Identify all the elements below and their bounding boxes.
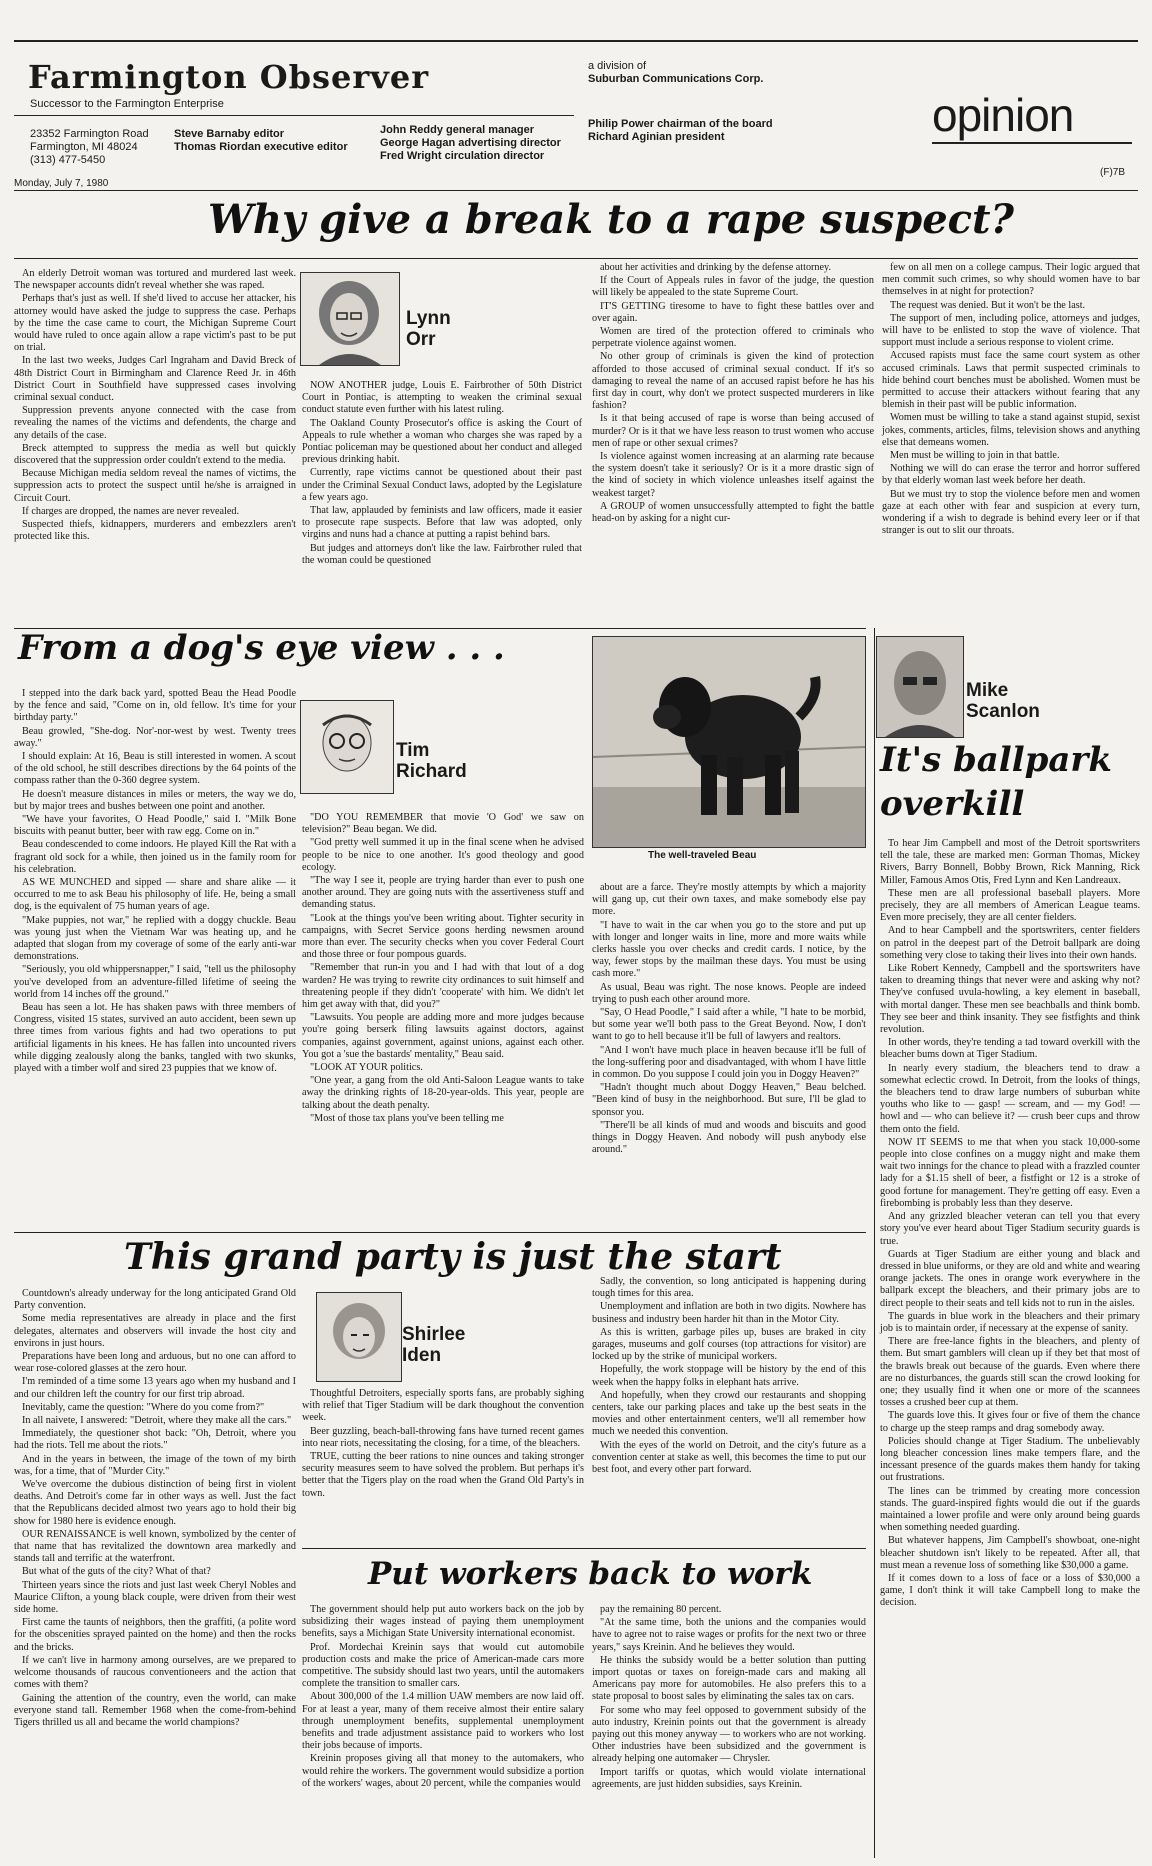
paragraph: That law, applauded by feminists and law officers, made it easier to prosecute rape suspects. Before that law was adopted, only virgins and nuns had a chance at putting a rapist behind bars. [302, 505, 582, 541]
author-last: Iden [402, 1345, 442, 1366]
opinion-underline [932, 142, 1132, 144]
author-photo-tim-richard [300, 700, 394, 794]
paragraph: With the eyes of the world on Detroit, and the city's future as a convention center at stake as well, this becomes the time to put our best foot, and every other part forward. [592, 1439, 866, 1476]
paragraph: Beau condescended to come indoors. He played Kill the Rat with a fragrant old sock for a while, then joined us in the family room for his celebration. [14, 839, 296, 875]
address-line: Farmington, MI 48024 [30, 141, 138, 153]
article1-rule [14, 258, 1138, 259]
article1-col4 [882, 262, 1140, 538]
headline-dogs-eye-view: From a dog's eye view . . . [18, 628, 505, 668]
paragraph: In all naivete, I answered: "Detroit, where they make all the cars." [22, 1415, 292, 1427]
paragraph: "Most of those tax plans you've been telling me [310, 1112, 504, 1124]
paragraph: Women are tired of the protection offered to criminals who perpetrate violence against women. [592, 326, 874, 350]
paragraph: Sadly, the convention, so long anticipated is happening during tough times for this area. [592, 1276, 866, 1300]
paragraph: If charges are dropped, the names are never revealed. [22, 505, 240, 517]
manager-line: John Reddy general manager [380, 124, 535, 136]
paragraph: Immediately, the questioner shot back: "Oh, Detroit, where you had the riots. Tell me about the riots." [14, 1428, 296, 1452]
newspaper-title: Farmington Observer [28, 58, 430, 96]
division-line1: a division of [588, 60, 647, 72]
article1-col2 [302, 380, 582, 568]
author-name-lynn-orr [406, 308, 451, 350]
author-name-shirlee-iden [402, 1324, 465, 1366]
paragraph: I stepped into the dark back yard, spotted Beau the Head Poodle by the fence and said, "Come on in, old fellow. It's time for your birthday party." [14, 688, 296, 724]
paragraph: Inevitably, came the question: "Where do you come from?" [22, 1401, 265, 1413]
paragraph: Like Robert Kennedy, Campbell and the sportswriters have taken to dreaming things that never were and asking why not? They've confused uvula-howling, a key element in baseball, with mortal danger. These men see beachballs and think bomb. They see beer and think insanity. They see fistfights and think revolution. [880, 963, 1140, 1036]
article2-col1 [14, 688, 296, 1076]
paragraph: "DO YOU REMEMBER that movie 'O God' we saw on television?" Beau began. We did. [302, 812, 584, 836]
paragraph: Beau growled, "She-dog. Nor'-nor-west by west. Twenty trees away." [14, 725, 296, 749]
paragraph: As usual, Beau was right. The nose knows. People are indeed trying to push each other around more. [592, 981, 866, 1005]
paragraph: But we must try to stop the violence before men and women gaze at each other with fear and suspicion at every turn, wondering if a wish to degrade is behind every leer or if that stranger is out to slit our throats. [882, 488, 1140, 537]
paragraph: As this is written, garbage piles up, buses are braked in city garages, museums and golf courses (top attractions for visitor) are locked up by the strike of municipal workers. [592, 1326, 866, 1363]
article1-col1 [14, 268, 296, 544]
paragraph: Suppression prevents anyone connected with the case from revealing the names of the victims and defendents, the charge and any details of the case. [14, 405, 296, 441]
paragraph: Men must be willing to join in that battle. [890, 450, 1060, 462]
paragraph: "And I won't have much place in heaven because it'll be full of the long-suffering poor and disadvantaged, with whom I have little in common. Do you suppose I could join you in Doggy Heaven?" [592, 1044, 866, 1081]
paragraph: Accused rapists must face the same court system as other accused criminals. Laws that permit suspected criminals to hide behind court benches must be abolished. Women must be permitted to accuse their attackers without fearing that any blemish in their past will be public information. [882, 350, 1140, 411]
officers-block [588, 118, 773, 144]
author-last: Richard [396, 761, 467, 782]
paragraph: Gaining the attention of the country, even the world, can make everyone stand tall. Remember 1968 when the come-from-behind Tigers thrilled us all and became the world champions? [14, 1692, 296, 1728]
division-line2: Suburban Communications Corp. [588, 73, 764, 85]
paragraph: The support of men, including police, attorneys and judges, will have to be enlisted to stop the wave of violence. That support must include a serious response to violent crime. [882, 312, 1140, 349]
article2-col2 [302, 812, 584, 1126]
issue-date: Monday, July 7, 1980 [14, 178, 109, 189]
headline-rape-suspect: Why give a break to a rape suspect? [208, 196, 1014, 243]
photo-caption: The well-traveled Beau [648, 850, 757, 861]
paragraph: Is violence against women increasing at an alarming rate because the system doesn't take it seriously? Or is it a more drastic sign of the kind of society in which violence unleashes itself against the weakest target? [592, 451, 874, 499]
author-photo-shirlee-iden [316, 1292, 402, 1382]
paragraph: Women must be willing to take a stand against stupid, sexist jokes, comments, articles, films, television shows and anything else that demeans women. [882, 412, 1140, 448]
paragraph: about her activities and drinking by the defense attorney. [600, 262, 832, 273]
article3-col [880, 838, 1140, 1611]
headline-grand-party: This grand party is just the start [124, 1236, 782, 1278]
author-first: Tim [396, 740, 430, 761]
date-rule [14, 190, 1138, 191]
article5-col1 [302, 1604, 584, 1791]
headline-ballpark-overkill: It's ballpark overkill [880, 740, 1112, 824]
portrait-icon [301, 273, 399, 365]
paragraph: "The way I see it, people are trying harder than ever to push one another around. They are going nuts with the assertiveness stuff and demanding status. [302, 875, 584, 911]
paragraph: The Oakland County Prosecutor's office is asking the Court of Appeals to rule whether a woman who charges she was raped by a Pontiac policeman may be questioned about her conduct and alleged previous drinking habit. [302, 417, 582, 466]
masthead-divider [14, 115, 574, 116]
article1-col3 [592, 262, 874, 526]
paragraph: "Remember that run-in you and I had with that lout of a dog warden? He was trying to rewrite city ordinances to suit himself and threatening people if they didn't 'cooperate' with him. We didn't let him get away with that, did you?" [302, 962, 584, 1011]
paragraph: And in the years in between, the image of the town of my birth was, for a time, that of "Murder City." [14, 1453, 296, 1477]
author-name-mike-scanlon [966, 680, 1040, 722]
paragraph: "God pretty well summed it up in the final scene when he advised people to be nice to one another. It's good theology and good ecology. [302, 837, 584, 873]
paragraph: In the last two weeks, Judges Carl Ingraham and David Breck of 48th District Court in Birmingham and Clarence Reed Jr. in 46th District Court in Southfield have suppressed cases involving criminal sexual conduct. [14, 355, 296, 404]
paragraph: Currently, rape victims cannot be questioned about their past under the Criminal Sexual Conduct laws, adopted by the Legislature a few years ago. [302, 467, 582, 503]
paragraph: I'm reminded of a time some 13 years ago when my husband and I and our children left the country for our first trip abroad. [14, 1376, 296, 1400]
paragraph: "Hadn't thought much about Doggy Heaven," Beau belched. "Been kind of busy in the neighborhood. But sure, I'll be glad to sponsor you. [592, 1082, 866, 1118]
officer-line: Richard Aginian president [588, 131, 725, 143]
paragraph: Kreinin proposes giving all that money to the automakers, who would rehire the workers. The government would subsidize a portion of the workers' wages, about 20 percent, while the companies would [302, 1753, 584, 1789]
portrait-icon [317, 1293, 401, 1381]
paragraph: OUR RENAISSANCE is well known, symbolized by the center of that name that has revitalized the downtown area markedly and stands tall and terrific at the waterfront. [14, 1528, 296, 1565]
author-last: Orr [406, 329, 436, 350]
manager-line: Fred Wright circulation director [380, 150, 545, 162]
paragraph: The guards in blue work in the bleachers and their primary job is to maintain order, if necessary at the expense of sanity. [880, 1310, 1140, 1334]
author-first: Mike [966, 680, 1009, 701]
article4-col2 [302, 1388, 584, 1501]
paragraph: He thinks the subsidy would be a better solution than putting import quotas or taxes on foreign-made cars and making all Americans pay more for automobiles. He also prefers this to a state proposal to boost sales by eliminating the sales tax on cars. [592, 1654, 866, 1703]
portrait-icon [301, 701, 393, 793]
paragraph: Because Michigan media seldom reveal the names of victims, the suppression acts to protect the suspect until he/she is arraigned in Circuit Court. [14, 468, 296, 504]
editor-line: Steve Barnaby editor [174, 128, 285, 140]
paragraph: And to hear Campbell and the sportswriters, center fielders on patrol in the deepest part of the Detroit ballpark are doing something very close to taking their lives into their own hands. [880, 925, 1140, 961]
paragraph: few on all men on a college campus. Their logic argued that men commit such crimes, so why should women have to bar themselves in at night for protection? [882, 262, 1140, 298]
paragraph: NOW ANOTHER judge, Louis E. Fairbrother of 50th District Court in Pontiac, is attempting to weaken the criminal sexual conduct statute even further with his latest ruling. [302, 380, 582, 416]
paragraph: Nothing we will do can erase the terror and horror suffered by that elderly woman last week before her death. [882, 463, 1140, 487]
newspaper-subtitle: Successor to the Farmington Enterprise [30, 98, 224, 110]
masthead-top-rule [14, 40, 1138, 42]
paragraph: "There'll be all kinds of mud and woods and biscuits and good things in Doggy Heaven. And nobody will push anybody else around." [592, 1119, 866, 1156]
paragraph: But judges and attorneys don't like the law. Fairbrother ruled that the woman could be questioned [302, 542, 582, 566]
paragraph: "We have your favorites, O Head Poodle," said I. "Milk Bone biscuits with peanut butter, beer with raw egg. Come on in." [14, 814, 296, 838]
paragraph: Preparations have been long and arduous, but no one can afford to wear rose-colored glasses at the zero hour. [14, 1351, 296, 1375]
paragraph: Import tariffs or quotas, which would violate international agreements, are just hidden subsidies, says Kreinin. [592, 1766, 866, 1790]
paragraph: AS WE MUNCHED and sipped — share and share alike — it occurred to me to ask Beau his philosophy of life. He, being a small dog, is the equivalent of 75 human years of age. [14, 877, 296, 913]
paragraph: Is it that being accused of rape is worse than being accused of murder? Or is it that we have less reason to trust women who accuse men of rape or other sexual crimes? [592, 413, 874, 449]
paragraph: We've overcome the dubious distinction of being first in violent deaths. And Detroit's come far in other ways as well. Just the fact that the Republicans decided almost two years ago to hold their big show for 1980 here is evidence enough. [14, 1479, 296, 1527]
paragraph: In nearly every stadium, the bleachers tend to draw a somewhat eclectic crowd. In Detroit, from the looks of things, the bleachers tend to draw large numbers of suburban white youths who like to — gasp! — scream, and — my God! — howl and — who can believe it? — crush beer cups and throw them onto the field. [880, 1062, 1140, 1135]
author-photo-mike-scanlon [876, 636, 964, 738]
author-name-tim-richard [396, 740, 467, 782]
headline-workers-back: Put workers back to work [368, 1556, 813, 1592]
paragraph: And hopefully, when they crowd our restaurants and shopping centers, take our parking places and take up the best seats in the movies and other entertainment centers, we'll all remember how much we needed this convention. [592, 1389, 866, 1438]
paragraph: But what of the guts of the city? What of that? [22, 1566, 211, 1578]
paragraph: For some who may feel opposed to government subsidy of the auto industry, Kreinin points out that the government is already paying out this money anyway — to workers who are not working. Other industries have been subsidized and the government is already helping one automaker — Chrysler. [592, 1704, 866, 1765]
paragraph: Beer guzzling, beach-ball-throwing fans have turned recent games into near riots, necessitating the closing, for a time, of the bleachers. [302, 1425, 584, 1449]
officer-line: Philip Power chairman of the board [588, 118, 773, 130]
paragraph: The request was denied. But it won't be the last. [890, 299, 1086, 311]
paragraph: The lines can be trimmed by creating more concession stands. The guard-inspired fights would die out if the guards maintained a lower profile and were only around being guards when something needed guarding. [880, 1485, 1140, 1534]
paragraph: About 300,000 of the 1.4 million UAW members are now laid off. For at least a year, many of them receive almost their entire salary through unemployment benefits, supplemental unemployment benefits and trade adjustment assistance paid to workers who lost their jobs because of imports. [302, 1691, 584, 1752]
paragraph: Countdown's already underway for the long anticipated Grand Old Party convention. [14, 1288, 296, 1312]
paragraph: Some media representatives are already in place and the first delegates, alternates and observers will invade the host city and environs in just hours. [14, 1313, 296, 1349]
author-first: Shirlee [402, 1324, 466, 1345]
paragraph: Guards at Tiger Stadium are either young and black and dressed in blue uniforms, or they are old and white and wearing orange jackets. The ones in orange work everywhere in the ballpark except the bleachers, and their primary jobs are to direct people to their seats and tell kids not to run in the aisles. [880, 1248, 1140, 1309]
paragraph: These men are all professional baseball players. More precisely, they are all members of American League teams. Even more precisely, they are all center fielders. [880, 887, 1140, 924]
paragraph: "One year, a gang from the old Anti-Saloon League wants to take away the drinking rights of 18-20-year-olds. This year, people are talking about the death penalty. [302, 1075, 584, 1111]
paragraph: Thirteen years since the riots and just last week Cheryl Nobles and Maurice Clifton, a young black couple, were driven from their west side home. [14, 1579, 296, 1616]
paragraph: "Look at the things you've been writing about. Tighter security in campaigns, with Secret Service goons herding newsmen around more than ever. The security checks when you cover Federal Court and those three or four pompous guards. [302, 912, 584, 961]
paragraph: If we can't live in harmony among ourselves, are we prepared to welcome thousands of raucous conventioneers and the action that comes with them? [14, 1654, 296, 1691]
paragraph: "I have to wait in the car when you go to the store and put up with longer and longer waits in line, more and more waits while clerks hassle you over checks and credit cards. I notice, by the way, fewer stops by the mailman these days. You must be using cash more." [592, 919, 866, 980]
paragraph: Perhaps that's just as well. If she'd lived to accuse her attacker, his attorney would have asked the judge to suppress the case. Perhaps by the time the case came to court, the Michigan Supreme Court would have ruled to once again allow a rape victim's past to be put on trial. [14, 293, 296, 354]
address-line: 23352 Farmington Road [30, 128, 149, 140]
paragraph: A GROUP of women unsuccessfully attempted to fight the battle head-on by asking for a night cur- [592, 500, 874, 525]
paragraph: "LOOK AT YOUR politics. [310, 1062, 423, 1074]
author-photo-lynn-orr [300, 272, 400, 366]
paragraph: In other words, they're tending a tad toward overkill with the bleacher bums down at Tiger Stadium. [880, 1037, 1140, 1061]
paragraph: If the Court of Appeals rules in favor of the judge, the question will likely be appealed to the state Supreme Court. [592, 275, 874, 299]
paragraph: Beau has seen a lot. He has shaken paws with three members of Congress, visited 15 states, survived an auto accident, been sewn up three times from various fights and had two operations to put artificial ligaments in his knees. He has fallen into uncounted rivers while digging zealously along the banks, tangled with two skunks, played with a timber wolf and sired 23 puppies that we know of. [14, 1002, 296, 1075]
paragraph: And any grizzled bleacher veteran can tell you that every story you've ever heard about Tiger Stadium security guards is true. [880, 1211, 1140, 1247]
portrait-icon [877, 637, 963, 737]
photo-beau-the-poodle [592, 636, 866, 848]
paragraph: Breck attempted to suppress the media as well but quickly discovered that the suppression order couldn't extend to the media. [14, 442, 296, 467]
paragraph: No other group of criminals is given the kind of protection afforded to those accused of criminal sexual conduct. If it's so damaging to reveal the name of an accused rapist before he has his first day in court, why don't we protect suspected murderers in like fashion? [592, 351, 874, 412]
paragraph: If it comes down to a loss of face or a loss of $30,000 a game, I don't think it will take Campbell long to make the decision. [880, 1572, 1140, 1609]
paragraph: First came the taunts of neighbors, then the graffiti, (a polite word for the obscenities sprayed painted on the home) and then the rocks and the bricks. [14, 1617, 296, 1653]
paragraph: I should explain: At 16, Beau is still interested in women. A scout of the old school, he still describes directions by the 64 points of the compass rather than the 0-360 degree system. [14, 751, 296, 787]
article2-col3 [592, 882, 866, 1157]
paragraph: Prof. Mordechai Kreinin says that would cut automobile production costs and make the price of American-made cars more competitive. The subsidy should last two years, until the automakers complete the transition to smaller cars. [302, 1641, 584, 1690]
article4-col3 [592, 1276, 866, 1477]
paragraph: pay the remaining 80 percent. [600, 1604, 722, 1615]
editor-line: Thomas Riordan executive editor [174, 141, 348, 153]
author-first: Lynn [406, 308, 451, 329]
paragraph: To hear Jim Campbell and most of the Detroit sportswriters tell the tale, these are marked men: Gorman Thomas, Mickey Rivers, Barry Bonnell, Bobby Brown, Rick Manning, Rick Miller, Famous Amos Otis, Fred Lynn and Ken Landreaux. [880, 838, 1140, 886]
paragraph: "Say, O Head Poodle," I said after a while, "I hate to be morbid, but some year we'll both pass to the Great Beyond. Now, I don't want to go to hell because it'll be full of lawyers and realtors. [592, 1007, 866, 1043]
paragraph: He doesn't measure distances in miles or meters, the way we do, but by major trees and bushes between one point and another. [14, 788, 296, 812]
paragraph: Hopefully, the work stoppage will be history by the end of this week when the happy folks in elephant hats arrive. [592, 1364, 866, 1388]
paragraph: Thoughtful Detroiters, especially sports fans, are probably sighing with relief that Tiger Stadium will be dark thoughout the convention week. [302, 1388, 584, 1424]
address-block [30, 128, 149, 167]
paragraph: There are free-lance fights in the bleachers, and plenty of them. But smart gamblers will clean up if they bet that most of the brawls break out because of the guards. Even where there are no disturbances, the guards still scan the crowd looking for one; they usually find it when one or more of the scannees tosses a crushed beer cup at them. [880, 1336, 1140, 1409]
paragraph: "At the same time, both the unions and the companies would have to agree not to raise wages or profits for the next two or three years," says Kreinin. And he believes they would. [592, 1617, 866, 1653]
manager-line: George Hagan advertising director [380, 137, 561, 149]
paragraph: Unemployment and inflation are both in two digits. Nowhere has business and industry been harder hit than in the Motor City. [592, 1301, 866, 1325]
managers-block [380, 124, 561, 163]
paragraph: But whatever happens, Jim Campbell's showboat, one-night bleacher shutdown isn't likely to be repeated. After all, that must mean a revenue loss of something like $30,000 a game. [880, 1535, 1140, 1571]
paragraph: Policies should change at Tiger Stadium. The unbelievably long bleacher concession lines make tempers flare, and the incessant presence of the guards makes them handy for taking out frustrations. [880, 1435, 1140, 1484]
paragraph: The government should help put auto workers back on the job by subsidizing their wages instead of paying them unemployment benefits, says a Michigan State University international economist. [302, 1604, 584, 1640]
paragraph: "Lawsuits. You people are adding more and more judges because you're going berserk filing lawsuits against doctors, against companies, against government, against unions, against each other. You got a 'sue the bastards' mentality," Beau said. [302, 1012, 584, 1060]
article3-divider [874, 628, 875, 1858]
paragraph: TRUE, cutting the beer rations to nine ounces and taking stronger security measures seem to have solved the problem. But perhaps it's better that the Tigers play on the road when the Grand Old Party's in town. [302, 1451, 584, 1499]
paragraph: "Seriously, you old whippersnapper," I said, "tell us the philosophy you've developed from an adventure-filled lifetime of seeing the world from 14 inches off the ground." [14, 964, 296, 1000]
page-code: (F)7B [1100, 167, 1125, 178]
paragraph: The guards love this. It gives four or five of them the chance to charge up the steep ramps and drag somebody away. [880, 1410, 1140, 1434]
poodle-photo-icon [593, 637, 865, 847]
address-line: (313) 477-5450 [30, 154, 106, 166]
article5-col2 [592, 1604, 866, 1792]
section-label: opinion [932, 89, 1074, 141]
article5-rule [302, 1548, 866, 1549]
article4-col1 [14, 1288, 296, 1730]
paragraph: An elderly Detroit woman was tortured and murdered last week. The newspaper accounts didn't reveal whether she was raped. [14, 268, 296, 292]
author-last: Scanlon [966, 701, 1040, 722]
article4-rule [14, 1232, 866, 1233]
paragraph: "Make puppies, not war," he replied with a doggy chuckle. Beau was young just when the Vietnam War was heating up, and he adapted that slogan from my coverage of some of the early anti-war demonstrations. [14, 914, 296, 963]
paragraph: about are a farce. They're mostly attempts by which a majority will gang up, cut their own taxes, and make somebody else pay more. [592, 882, 866, 918]
paragraph: NOW IT SEEMS to me that when you stack 10,000-some people into close confines on a muggy night and make them wait two innings for the chance to plead with a frazzled counter lady for a $1.15 shell of beer, a fistfight or 12 is a stroke of good fortune for management. They're getting off easy. Even a firebombing is probably less than they deserve. [880, 1136, 1140, 1209]
paragraph: Suspected thiefs, kidnappers, murderers and embezzlers aren't protected like this. [14, 519, 296, 543]
editors-block [174, 128, 348, 154]
paragraph: IT'S GETTING tiresome to have to fight these battles over and over again. [592, 300, 874, 324]
